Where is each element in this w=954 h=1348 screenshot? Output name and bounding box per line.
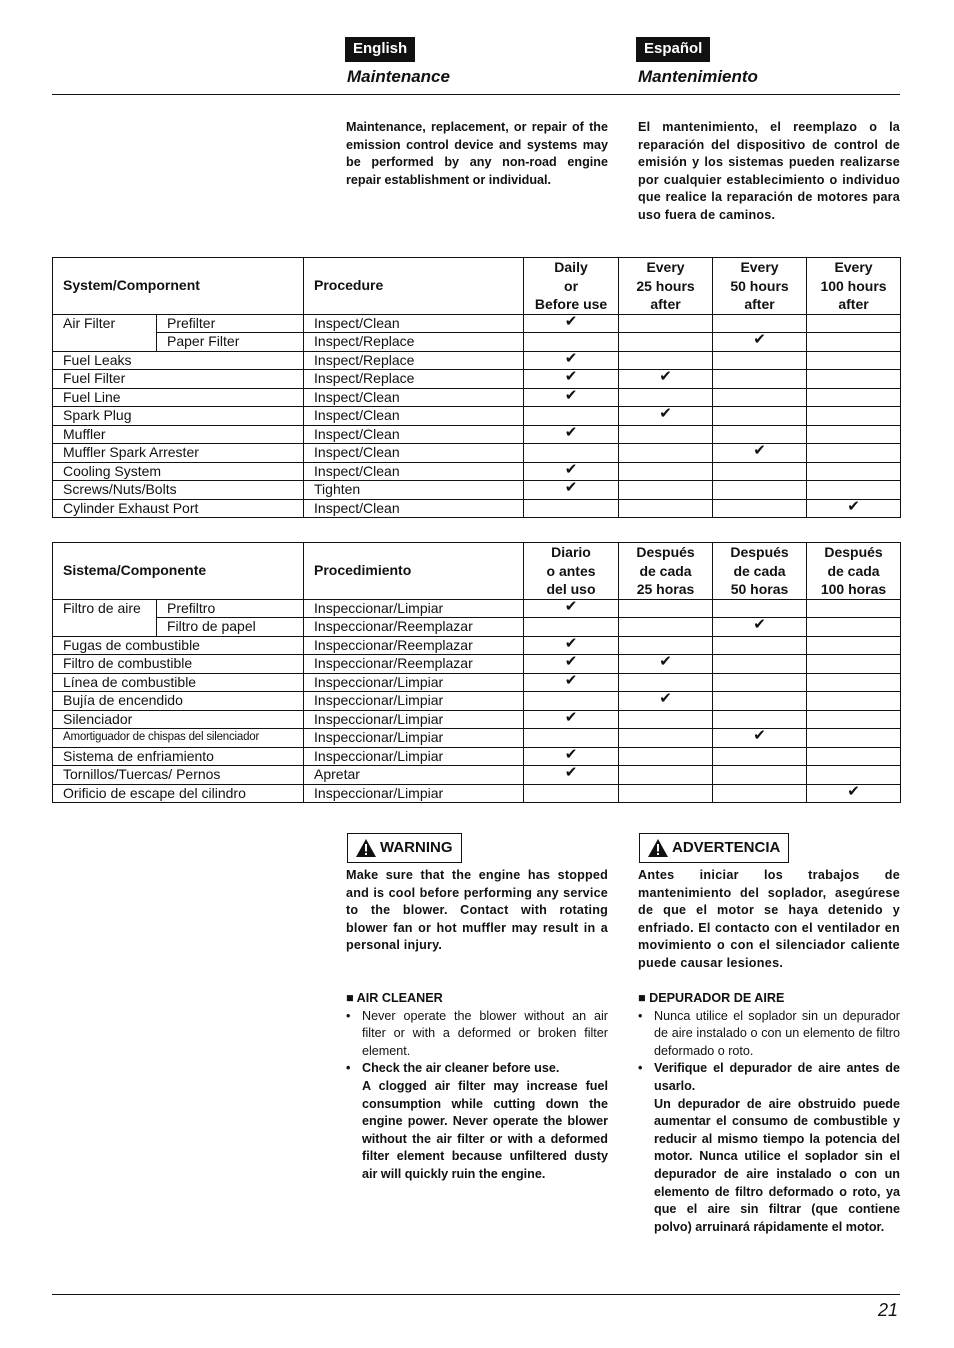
table-cell-empty xyxy=(807,766,901,785)
table-cell-empty xyxy=(807,618,901,637)
table-row xyxy=(53,729,901,748)
check-mark-icon: ✔ xyxy=(619,692,713,711)
table-header-cell: Procedimiento xyxy=(304,543,524,600)
list-item: • Nunca utilice el soplador sin un depurador de aire instalado o con un elemento de filtro deformado o roto. xyxy=(638,1008,900,1058)
table-cell-component: Bujía de encendido xyxy=(53,692,304,711)
table-cell-procedure: Inspeccionar/Limpiar xyxy=(304,599,524,618)
table-cell-empty xyxy=(619,636,713,655)
table-cell-subcomponent: Prefilter xyxy=(157,314,304,333)
table-cell-empty xyxy=(713,407,807,426)
check-mark-icon: ✔ xyxy=(807,499,901,518)
table-cell-procedure: Inspeccionar/Reemplazar xyxy=(304,655,524,674)
table-row xyxy=(53,481,901,500)
table-row xyxy=(53,407,901,426)
table-header-cell: Procedure xyxy=(304,258,524,315)
table-header-cell: System/Compornent xyxy=(53,258,304,315)
bullet-icon: • xyxy=(346,1008,351,1023)
check-mark-icon: ✔ xyxy=(713,618,807,637)
check-mark-icon: ✔ xyxy=(524,766,619,785)
table-cell-empty xyxy=(524,784,619,803)
check-mark-icon: ✔ xyxy=(524,673,619,692)
table-header-cell: Sistema/Componente xyxy=(53,543,304,600)
table-row xyxy=(53,388,901,407)
table-cell-empty xyxy=(807,462,901,481)
air-cleaner-heading-spanish: ■ DEPURADOR DE AIRE xyxy=(638,991,785,1005)
check-mark-icon: ✔ xyxy=(619,407,713,426)
list-item: • Check the air cleaner before use. A clogged air filter may increase fuel consumption while cutting down the engine power. Never operate the blower without the air filter or with a deformed filter element because unfiltered dusty air will quickly ruin the engine. xyxy=(346,1061,608,1181)
table-cell-empty xyxy=(619,747,713,766)
table-row xyxy=(53,747,901,766)
table-cell-procedure: Inspect/Clean xyxy=(304,388,524,407)
table-cell-procedure: Inspect/Clean xyxy=(304,314,524,333)
list-item: • Verifique el depurador de aire antes de usarlo. Un depurador de aire obstruido puede aumentar el consumo de combustible y reducir al mismo tiempo la potencia del motor. Nunca utilice el soplador sin el depurador de aire instalado o con un elemento de filtro deformado o roto, ya que el aire sin filtrar (que contiene polvo) arruinará rápidamente el motor. xyxy=(638,1061,900,1234)
table-cell-group: Filtro de aire xyxy=(53,599,157,636)
table-row xyxy=(53,314,901,333)
warning-text-spanish-label: ADVERTENCIA xyxy=(672,839,781,856)
table-cell-empty xyxy=(713,351,807,370)
table-cell-empty xyxy=(713,673,807,692)
table-cell-empty xyxy=(807,407,901,426)
table-cell-empty xyxy=(619,444,713,463)
check-mark-icon: ✔ xyxy=(524,481,619,500)
check-mark-icon: ✔ xyxy=(524,314,619,333)
table-row xyxy=(53,333,901,352)
table-cell-component: Filtro de combustible xyxy=(53,655,304,674)
table-cell-component: Silenciador xyxy=(53,710,304,729)
table-cell-component: Fugas de combustible xyxy=(53,636,304,655)
table-row xyxy=(53,462,901,481)
intro-spanish: El mantenimiento, el reemplazo o la reparación del dispositivo de control de emisión y los sistemas pueden realizarse por cualquier establecimiento o individuo que realice la reparación de motores para uso fuera de caminos. xyxy=(638,120,900,222)
table-cell-procedure: Apretar xyxy=(304,766,524,785)
table-cell-empty xyxy=(619,499,713,518)
table-cell-empty xyxy=(713,481,807,500)
table-row xyxy=(53,766,901,785)
table-cell-component: Sistema de enfriamiento xyxy=(53,747,304,766)
table-cell-component: Línea de combustible xyxy=(53,673,304,692)
table-cell-empty xyxy=(713,599,807,618)
table-header-cell: Every 25 hours after xyxy=(619,258,713,315)
table-cell-empty xyxy=(807,314,901,333)
table-cell-empty xyxy=(713,370,807,389)
warning-body-spanish: Antes iniciar los trabajos de mantenimiento del soplador, asegúrese de que el motor se haya detenido y enfriado. El contacto con el ventilador en movimiento o con el silenciador caliente puede causar lesiones. xyxy=(638,868,900,970)
table-cell-empty xyxy=(713,388,807,407)
table-cell-procedure: Inspect/Clean xyxy=(304,444,524,463)
table-header-cell: Después de cada 50 horas xyxy=(713,543,807,600)
table-cell-procedure: Tighten xyxy=(304,481,524,500)
table-cell-empty xyxy=(713,636,807,655)
table-cell-empty xyxy=(619,333,713,352)
english-section-title: Maintenance xyxy=(347,67,450,86)
check-mark-icon: ✔ xyxy=(524,425,619,444)
table-cell-empty xyxy=(619,351,713,370)
table-cell-empty xyxy=(524,618,619,637)
table-cell-empty xyxy=(524,729,619,748)
check-mark-icon: ✔ xyxy=(619,655,713,674)
table-cell-empty xyxy=(713,784,807,803)
table-cell-procedure: Inspeccionar/Limpiar xyxy=(304,784,524,803)
table-cell-empty xyxy=(807,655,901,674)
bullet-icon: • xyxy=(638,1008,643,1023)
table-cell-empty xyxy=(713,710,807,729)
warning-body-english: Make sure that the engine has stopped and is cool before performing any service to the blower. Contact with rotating blower fan or hot muffler may result in a personal injury. xyxy=(346,868,608,953)
bullet-icon: • xyxy=(638,1061,643,1076)
table-cell-empty xyxy=(807,636,901,655)
table-cell-empty xyxy=(713,766,807,785)
table-cell-empty xyxy=(807,599,901,618)
warning-text-english-label: WARNING xyxy=(380,839,453,856)
table-cell-empty xyxy=(807,444,901,463)
table-header-row xyxy=(53,543,901,600)
check-mark-icon: ✔ xyxy=(524,370,619,389)
table-cell-procedure: Inspeccionar/Limpiar xyxy=(304,747,524,766)
check-mark-icon: ✔ xyxy=(713,444,807,463)
spanish-language-tag: Español xyxy=(636,37,710,62)
table-cell-empty xyxy=(713,462,807,481)
table-row xyxy=(53,425,901,444)
table-cell-subcomponent: Prefiltro xyxy=(157,599,304,618)
table-cell-empty xyxy=(807,481,901,500)
table-row xyxy=(53,499,901,518)
table-cell-empty xyxy=(713,314,807,333)
check-mark-icon: ✔ xyxy=(524,710,619,729)
table-cell-procedure: Inspeccionar/Reemplazar xyxy=(304,636,524,655)
table-row xyxy=(53,636,901,655)
table-header-cell: Diario o antes del uso xyxy=(524,543,619,600)
table-cell-empty xyxy=(713,655,807,674)
table-cell-procedure: Inspeccionar/Limpiar xyxy=(304,729,524,748)
table-cell-empty xyxy=(619,784,713,803)
table-row xyxy=(53,710,901,729)
table-cell-procedure: Inspect/Replace xyxy=(304,333,524,352)
air-cleaner-heading-english: ■ AIR CLEANER xyxy=(346,991,443,1005)
square-bullet-icon: ■ xyxy=(346,991,354,1005)
table-cell-empty xyxy=(619,425,713,444)
square-bullet-icon: ■ xyxy=(638,991,646,1005)
table-header-cell: Every 100 hours after xyxy=(807,258,901,315)
table-cell-empty xyxy=(619,729,713,748)
check-mark-icon: ✔ xyxy=(619,370,713,389)
table-cell-empty xyxy=(713,747,807,766)
table-cell-group: Air Filter xyxy=(53,314,157,351)
table-cell-empty xyxy=(807,747,901,766)
table-header-cell: Después de cada 100 horas xyxy=(807,543,901,600)
table-cell-procedure: Inspect/Clean xyxy=(304,462,524,481)
table-row xyxy=(53,692,901,711)
table-cell-procedure: Inspect/Clean xyxy=(304,407,524,426)
table-cell-component: Screws/Nuts/Bolts xyxy=(53,481,304,500)
warning-label-spanish xyxy=(639,833,789,863)
spanish-section-title: Mantenimiento xyxy=(638,67,758,86)
warning-triangle-icon xyxy=(356,839,376,857)
check-mark-icon: ✔ xyxy=(524,388,619,407)
header-divider xyxy=(52,94,900,95)
check-mark-icon: ✔ xyxy=(713,333,807,352)
check-mark-icon: ✔ xyxy=(524,599,619,618)
table-row xyxy=(53,599,901,618)
intro-english: Maintenance, replacement, or repair of the emission control device and systems may be performed by any non-road engine repair establishment or individual. xyxy=(346,120,608,187)
table-cell-component: Cooling System xyxy=(53,462,304,481)
table-cell-procedure: Inspect/Clean xyxy=(304,425,524,444)
table-row xyxy=(53,673,901,692)
table-header-cell: Every 50 hours after xyxy=(713,258,807,315)
warning-triangle-icon xyxy=(648,839,668,857)
table-header-cell: Daily or Before use xyxy=(524,258,619,315)
air-cleaner-section-spanish xyxy=(638,990,900,1236)
table-row xyxy=(53,784,901,803)
table-cell-empty xyxy=(807,425,901,444)
table-cell-empty xyxy=(713,425,807,444)
bullet-icon: • xyxy=(346,1061,351,1076)
table-cell-empty xyxy=(713,499,807,518)
table-cell-empty xyxy=(807,729,901,748)
table-cell-procedure: Inspect/Clean xyxy=(304,499,524,518)
check-mark-icon: ✔ xyxy=(713,729,807,748)
table-cell-empty xyxy=(619,599,713,618)
table-cell-component: Amortiguador de chispas del silenciador xyxy=(53,729,304,748)
table-cell-empty xyxy=(524,444,619,463)
page-number: 21 xyxy=(878,1300,899,1320)
table-cell-component: Cylinder Exhaust Port xyxy=(53,499,304,518)
table-cell-empty xyxy=(524,333,619,352)
table-cell-empty xyxy=(619,618,713,637)
table-row xyxy=(53,618,901,637)
table-cell-empty xyxy=(807,333,901,352)
table-cell-empty xyxy=(619,314,713,333)
table-cell-procedure: Inspect/Replace xyxy=(304,351,524,370)
maintenance-table-spanish xyxy=(52,542,901,803)
table-cell-empty xyxy=(807,692,901,711)
table-cell-empty xyxy=(619,673,713,692)
table-cell-empty xyxy=(807,710,901,729)
table-cell-procedure: Inspeccionar/Reemplazar xyxy=(304,618,524,637)
table-cell-empty xyxy=(619,481,713,500)
table-cell-component: Spark Plug xyxy=(53,407,304,426)
maintenance-table-english xyxy=(52,257,901,518)
table-cell-subcomponent: Paper Filter xyxy=(157,333,304,352)
table-cell-empty xyxy=(713,692,807,711)
table-cell-empty xyxy=(807,370,901,389)
air-cleaner-section-english xyxy=(346,990,608,1184)
table-cell-empty xyxy=(807,351,901,370)
check-mark-icon: ✔ xyxy=(524,351,619,370)
english-language-tag: English xyxy=(345,37,415,62)
table-cell-component: Tornillos/Tuercas/ Pernos xyxy=(53,766,304,785)
table-row xyxy=(53,370,901,389)
table-cell-procedure: Inspect/Replace xyxy=(304,370,524,389)
table-cell-empty xyxy=(807,388,901,407)
table-cell-subcomponent: Filtro de papel xyxy=(157,618,304,637)
check-mark-icon: ✔ xyxy=(524,636,619,655)
table-cell-empty xyxy=(619,766,713,785)
table-cell-empty xyxy=(807,673,901,692)
table-cell-empty xyxy=(619,710,713,729)
table-cell-component: Muffler xyxy=(53,425,304,444)
table-cell-procedure: Inspeccionar/Limpiar xyxy=(304,692,524,711)
table-cell-component: Fuel Filter xyxy=(53,370,304,389)
table-cell-empty xyxy=(524,692,619,711)
table-header-cell: Después de cada 25 horas xyxy=(619,543,713,600)
check-mark-icon: ✔ xyxy=(524,747,619,766)
table-cell-component: Fuel Leaks xyxy=(53,351,304,370)
table-row xyxy=(53,655,901,674)
table-cell-empty xyxy=(619,462,713,481)
table-header-row xyxy=(53,258,901,315)
warning-label-english xyxy=(347,833,462,863)
table-row xyxy=(53,444,901,463)
footer-divider xyxy=(52,1294,900,1295)
check-mark-icon: ✔ xyxy=(807,784,901,803)
table-cell-procedure: Inspeccionar/Limpiar xyxy=(304,710,524,729)
table-cell-component: Orificio de escape del cilindro xyxy=(53,784,304,803)
table-cell-component: Muffler Spark Arrester xyxy=(53,444,304,463)
list-item: • Never operate the blower without an air filter or with a deformed or broken filter element. xyxy=(346,1008,608,1058)
table-cell-empty xyxy=(524,499,619,518)
check-mark-icon: ✔ xyxy=(524,462,619,481)
table-cell-empty xyxy=(619,388,713,407)
table-cell-procedure: Inspeccionar/Limpiar xyxy=(304,673,524,692)
check-mark-icon: ✔ xyxy=(524,655,619,674)
table-cell-empty xyxy=(524,407,619,426)
table-row xyxy=(53,351,901,370)
table-cell-component: Fuel Line xyxy=(53,388,304,407)
